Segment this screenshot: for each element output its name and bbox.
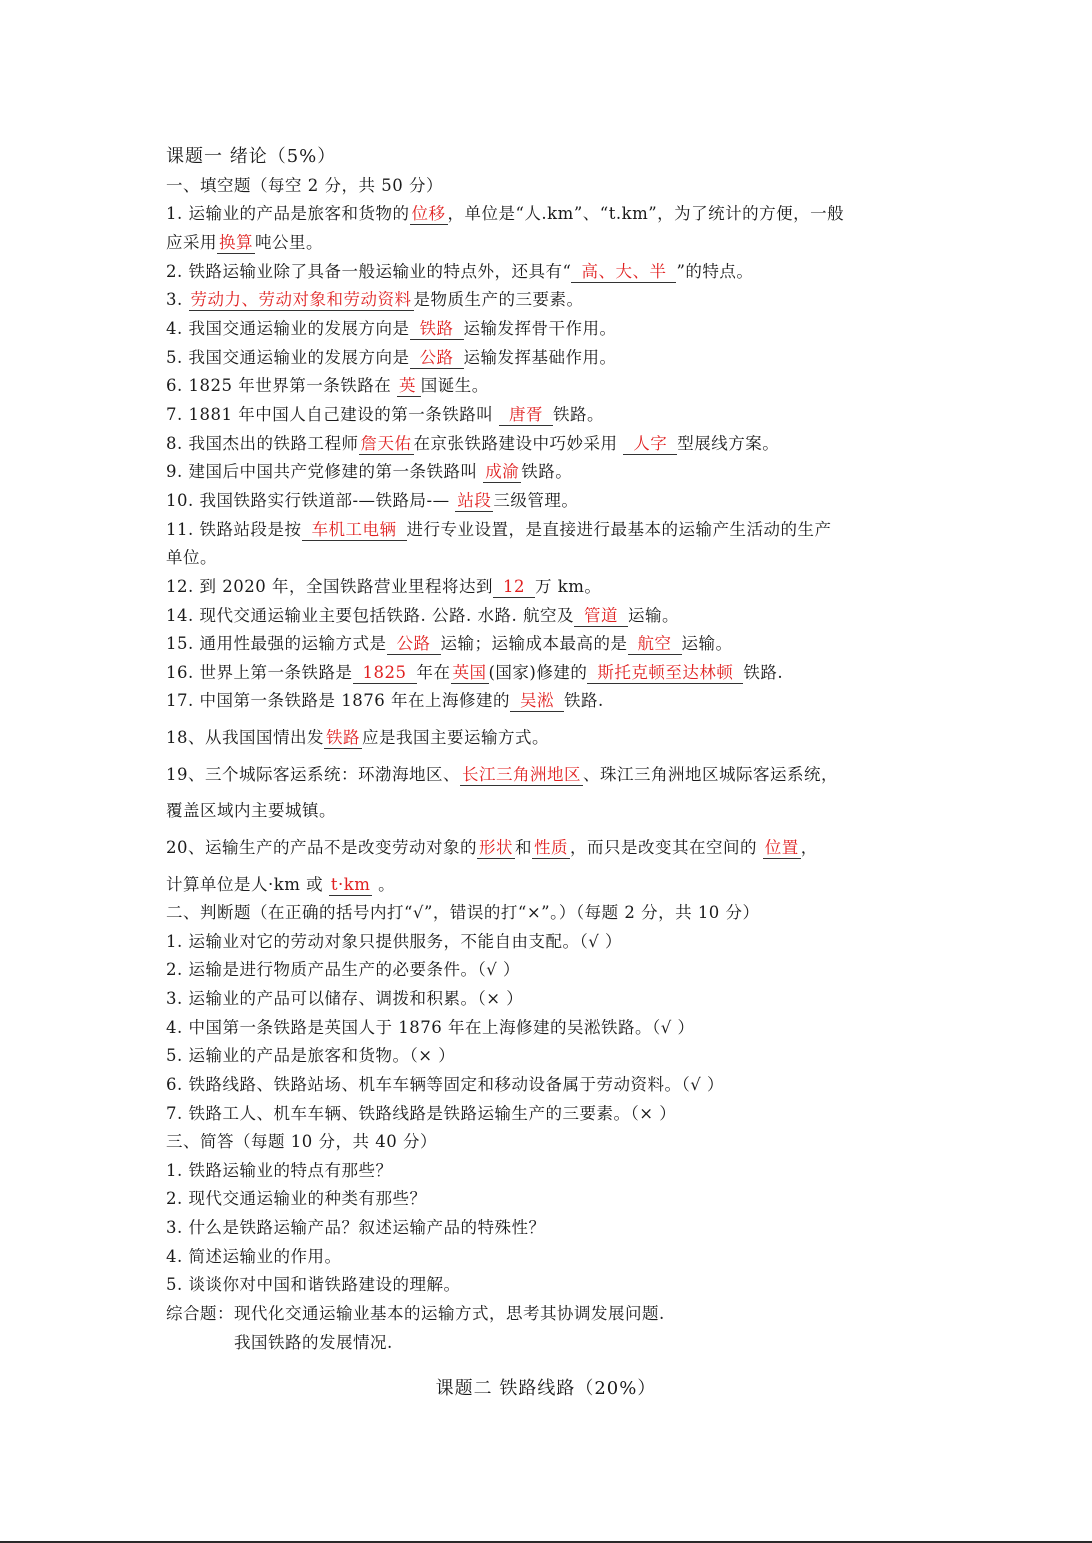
question-15: 15. 通用性最强的运输方式是 公路 运输；运输成本最高的是 航空 运输。 (166, 634, 733, 653)
judge-item: 3. 运输业的产品可以储存、调拨和积累。（× ） (166, 989, 524, 1008)
question-11-line-2: 单位。 (166, 548, 217, 567)
question-11-line-1: 11. 铁路站段是按 车机工电辆 进行专业设置，是直接进行最基本的运输产生活动的生产 (166, 520, 832, 539)
answer-blank: 斯托克顿至达林顿 (587, 663, 743, 684)
answer-blank: 吴淞 (510, 691, 564, 712)
judge-item: 4. 中国第一条铁路是英国人于 1876 年在上海修建的吴淞铁路。（√ ） (166, 1018, 695, 1037)
page-title: 课题一 绪论（5%） (166, 146, 337, 167)
answer-blank: 站段 (457, 491, 492, 510)
section-3-heading: 三、简答（每题 10 分，共 40 分） (166, 1132, 437, 1151)
question-12: 12. 到 2020 年，全国铁路营业里程将达到 12 万 km。 (166, 577, 602, 596)
comprehensive-question-sub: 我国铁路的发展情况. (234, 1333, 393, 1352)
question-1-line-1: 1. 运输业的产品是旅客和货物的 位移 ，单位是“人.km”、“t.km”，为了统计的方便，一般 (166, 204, 845, 223)
question-20-line-2: 计算单位是人·km 或 t·km 。 (166, 875, 396, 894)
question-14: 14. 现代交通运输业主要包括铁路. 公路. 水路. 航空及 管道 运输。 (166, 606, 679, 625)
comprehensive-question: 综合题：现代化交通运输业基本的运输方式，思考其协调发展问题. (166, 1304, 665, 1323)
answer-blank: 形状 (479, 838, 513, 857)
answer-blank: 唐胥 (499, 405, 553, 426)
answer-blank: t·km (330, 875, 371, 894)
answer-blank: 詹天佑 (360, 434, 412, 453)
short-answer-item: 4. 简述运输业的作用。 (166, 1247, 342, 1266)
question-8: 8. 我国杰出的铁路工程师 詹天佑 在京张铁路建设中巧妙采用 人字 型展线方案。 (166, 434, 780, 453)
short-answer-item: 3. 什么是铁路运输产品？叙述运输产品的特殊性？ (166, 1218, 546, 1237)
question-6: 6. 1825 年世界第一条铁路在 英 国诞生。 (166, 376, 489, 395)
question-3: 3. 劳动力、劳动对象和劳动资料 是物质生产的三要素。 (166, 290, 584, 309)
question-5: 5. 我国交通运输业的发展方向是 公路 运输发挥基础作用。 (166, 348, 617, 367)
short-answer-item: 1. 铁路运输业的特点有那些？ (166, 1161, 393, 1180)
answer-blank: 英国 (452, 663, 487, 682)
answer-blank: 劳动力、劳动对象和劳动资料 (190, 290, 412, 309)
question-20-line-1: 20、运输生产的产品不是改变劳动对象的 形状 和 性质 ，而只是改变其在空间的 位置 ， (166, 838, 818, 857)
answer-blank: 铁路 (410, 319, 464, 340)
answer-blank: 公路 (410, 348, 464, 369)
question-10: 10. 我国铁路实行铁道部-—铁路局-— 站段 三级管理。 (166, 491, 579, 510)
answer-blank: 英 (397, 376, 421, 397)
question-18: 18、从我国国情出发 铁路 应是我国主要运输方式。 (166, 728, 549, 747)
answer-blank: 性质 (534, 838, 568, 857)
answer-blank: 换算 (219, 233, 253, 252)
judge-item: 2. 运输是进行物质产品生产的必要条件。（√ ） (166, 960, 520, 979)
answer-blank: 1825 (353, 663, 417, 684)
answer-blank: 人字 (623, 434, 677, 455)
section-1-heading: 一、填空题（每空 2 分，共 50 分） (166, 176, 443, 195)
question-19-line-1: 19、三个城际客运系统：环渤海地区、 长江三角洲地区 、珠江三角洲地区城际客运系统， (166, 765, 838, 784)
judge-item: 5. 运输业的产品是旅客和货物。（× ） (166, 1046, 456, 1065)
answer-blank: 公路 (387, 634, 441, 655)
answer-blank: 位移 (411, 204, 446, 223)
question-9: 9. 建国后中国共产党修建的第一条铁路叫 成渝 铁路。 (166, 462, 573, 481)
answer-blank: 长江三角洲地区 (462, 765, 581, 784)
answer-blank: 铁路 (326, 728, 360, 747)
question-19-line-2: 覆盖区域内主要城镇。 (166, 801, 336, 820)
answer-blank: 成渝 (485, 462, 520, 481)
answer-blank: 高、大、半 (571, 262, 676, 283)
judge-item: 6. 铁路线路、铁路站场、机车车辆等固定和移动设备属于劳动资料。（√ ） (166, 1075, 724, 1094)
question-7: 7. 1881 年中国人自己建设的第一条铁路叫 唐胥 铁路。 (166, 405, 604, 424)
answer-blank: 航空 (628, 634, 682, 655)
judge-item: 1. 运输业对它的劳动对象只提供服务，不能自由支配。（√ ） (166, 932, 622, 951)
question-1-line-2: 应采用 换算 吨公里。 (166, 233, 323, 252)
answer-blank: 12 (493, 577, 535, 598)
answer-blank: 车机工电辆 (302, 520, 407, 541)
section-2-heading: 二、判断题（在正确的括号内打“√”，错误的打“×”。）（每题 2 分，共 10 分） (166, 903, 760, 922)
next-chapter-title: 课题二 铁路线路（20%） (435, 1378, 657, 1399)
question-17: 17. 中国第一条铁路是 1876 年在上海修建的 吴淞 铁路. (166, 691, 604, 710)
short-answer-item: 5. 谈谈你对中国和谐铁路建设的理解。 (166, 1275, 461, 1294)
judge-item: 7. 铁路工人、机车车辆、铁路线路是铁路运输生产的三要素。（× ） (166, 1104, 677, 1123)
answer-blank: 位置 (764, 838, 799, 857)
question-16: 16. 世界上第一条铁路是 1825 年在 英国 (国家)修建的 斯托克顿至达林顿 铁路. (166, 663, 784, 682)
answer-blank: 管道 (574, 606, 628, 627)
short-answer-item: 2. 现代交通运输业的种类有那些？ (166, 1189, 427, 1208)
question-2: 2. 铁路运输业除了具备一般运输业的特点外，还具有“ 高、大、半 ”的特点。 (166, 262, 754, 281)
question-4: 4. 我国交通运输业的发展方向是 铁路 运输发挥骨干作用。 (166, 319, 617, 338)
